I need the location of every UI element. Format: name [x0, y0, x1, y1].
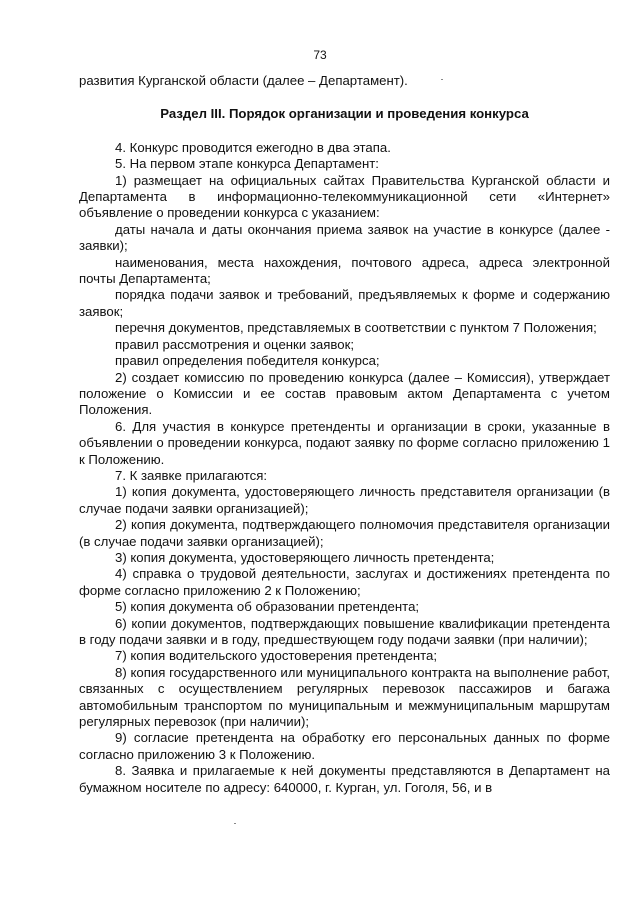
- paragraph: 3) копия документа, удостоверяющего личность претендента;: [115, 549, 495, 565]
- paragraph: 5. На первом этапе конкурса Департамент:: [115, 156, 379, 172]
- paragraph: 6) копии документов, подтверждающих повышение квалификации претендента в году подачи заявки и в году, предшествующем году подачи заявки (при наличии);: [79, 615, 610, 647]
- paragraph: 4) справка о трудовой деятельности, заслугах и достижениях претендента по форме согласно приложению 2 к Положению;: [79, 566, 610, 598]
- paragraph: 7) копия водительского удостоверения претендента;: [115, 648, 438, 664]
- paragraph: 2) копия документа, подтверждающего полномочия представителя организации (в случае подачи заявки организацией);: [79, 517, 610, 549]
- intro-line: развития Курганской области (далее – Департамент).: [79, 73, 408, 88]
- paragraph: 4. Конкурс проводится ежегодно в два этапа.: [115, 139, 391, 155]
- paragraph: правил рассмотрения и оценки заявок;: [115, 336, 355, 352]
- paragraph: перечня документов, представляемых в соответствии с пунктом 7 Положения;: [115, 320, 597, 336]
- paragraph: наименования, места нахождения, почтового адреса, адреса электронной почты Департамента;: [79, 254, 610, 287]
- paragraph: 1) размещает на официальных сайтах Правительства Курганской области и Департамента в информационно-телекоммуникационной сети «Интернет» объявление о проведении конкурса с указанием:: [79, 172, 610, 221]
- scan-speck: [234, 823, 236, 824]
- document-body: [79, 73, 610, 796]
- paragraph: 8) копия государственного или муниципального контракта на выполнение работ, связанных с осуществлением регулярных перевозок пассажиров и багажа автомобильным транспортом по муниципальным и межмуниципальным маршрутам регулярных перевозок (при наличии);: [79, 664, 610, 730]
- paragraph: 2) создает комиссию по проведению конкурса (далее – Комиссия), утверждает положение о Комиссии и ее состав правовым актом Департамента с учетом Положения.: [79, 369, 610, 418]
- paragraph: 1) копия документа, удостоверяющего личность представителя организации (в случае подачи заявки организацией);: [79, 484, 610, 516]
- paragraph: 7. К заявке прилагаются:: [115, 467, 268, 483]
- section-heading: Раздел III. Порядок организации и проведения конкурса: [160, 106, 529, 122]
- paragraph: правил определения победителя конкурса;: [115, 353, 380, 369]
- paragraph: порядка подачи заявок и требований, предъявляемых к форме и содержанию заявок;: [79, 287, 610, 319]
- page-number: 73: [313, 48, 327, 62]
- paragraph: даты начала и даты окончания приема заявок на участие в конкурсе (далее - заявки);: [79, 221, 610, 254]
- paragraph: 9) согласие претендента на обработку его персональных данных по форме согласно приложению 3 к Положению.: [79, 730, 610, 762]
- paragraph: 8. Заявка и прилагаемые к ней документы представляются в Департамент на бумажном носителе по адресу: 640000, г. Курган, ул. Гоголя, 56, и в: [79, 763, 610, 795]
- paragraph: 5) копия документа об образовании претендента;: [115, 599, 420, 615]
- paragraph: 6. Для участия в конкурсе претенденты и организации в сроки, указанные в объявлении о проведении конкурса, подают заявку по форме согласно приложению 1 к Положению.: [79, 418, 610, 467]
